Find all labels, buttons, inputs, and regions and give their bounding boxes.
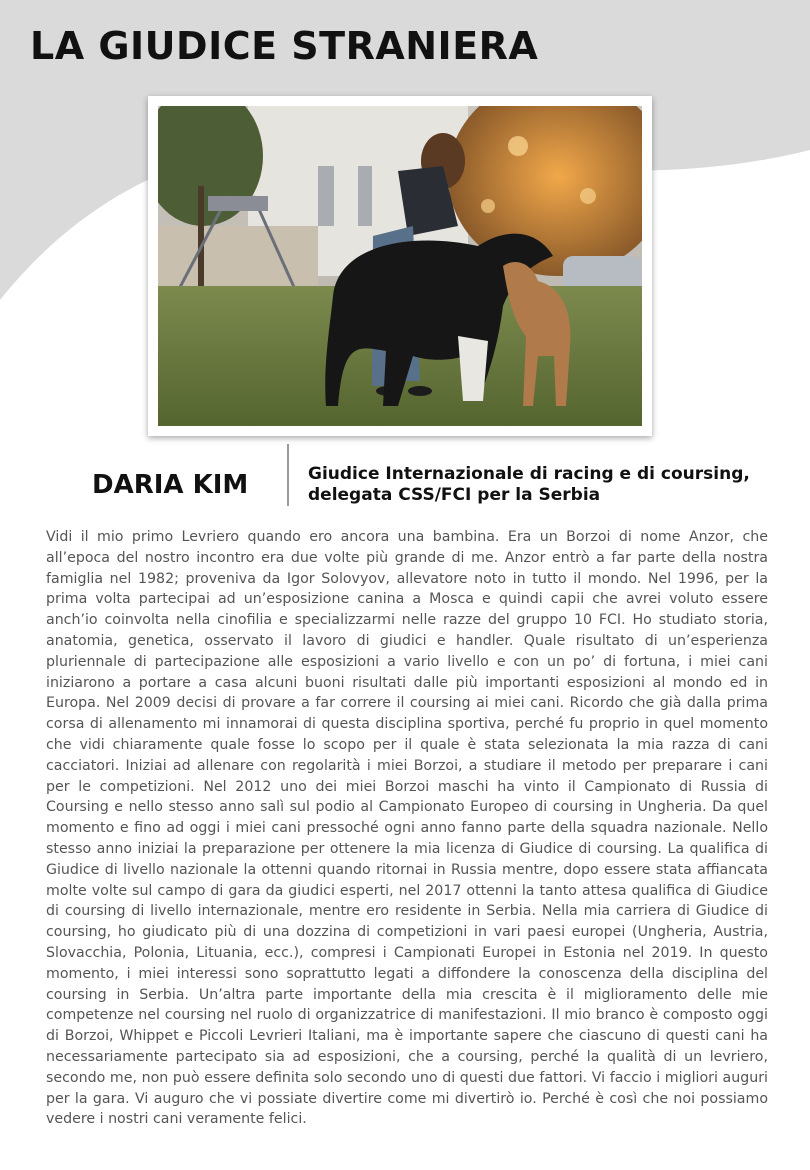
judge-role-line-1: Giudice Internazionale di racing e di coursing, [308, 464, 750, 484]
judge-name: DARIA KIM [92, 470, 249, 500]
judge-role [308, 464, 788, 506]
divider [287, 444, 289, 506]
judge-role-line-2: delegata CSS/FCI per la Serbia [308, 485, 601, 505]
photo-frame [148, 96, 652, 436]
article-body: Vidi il mio primo Levriero quando ero ancora una bambina. Era un Borzoi di nome Anzor, che all’epoca del nostro incontro era due volte più grande di me. Anzor entrò a far parte della nostra famiglia nel 1982; proveniva da Igor Solovyov, allevatore noto in tutto il mondo. Nel 1996, per la prima volta partecipai ad un’esposizione canina a Mosca e quindi capii che avrei voluto essere anch’io coinvolta nella cinofilia e specializzarmi nelle razze del gruppo 10 FCI. Ho studiato storia, anatomia, genetica, osservato il lavoro di giudici e handler. Quale risultato di un’esperienza pluriennale di partecipazione alle esposizioni a vario livello e con un po’ di fortuna, i miei cani iniziarono a portare a casa alcuni buoni risultati dalle più importanti esposizioni al mondo ed in Europa. Nel 2009 decisi di provare a far correre il coursing ai miei cani. Ricordo che già dalla prima corsa di allenamento mi innamorai di questa disciplina sportiva, perché fu proprio in quel momento che vidi chiaramente quale fosse lo scopo per il quale è stata selezionata la mia razza di cani cacciatori. Iniziai ad allenare con regolarità i miei Borzoi, a studiare il metodo per preparare i cani per le competizioni. Nel 2012 uno dei miei Borzoi maschi ha vinto il Campionato di Russia di Coursing e nello stesso anno salì sul podio al Campionato Europeo di coursing in Ungheria. Da quel momento e fino ad oggi i miei cani pressoché ogni anno fanno parte della squadra nazionale. Nello stesso anno iniziai la preparazione per ottenere la mia licenza di Giudice di coursing. La qualifica di Giudice di livello nazionale la ottenni quando ritornai in Russia mentre, dopo essere stata affiancata molte volte sul campo di gara da giudici esperti, nel 2017 ottenni la tanto attesa qualifica di Giudice di coursing di livello internazionale, mentre ero residente in Serbia. Nella mia carriera di Giudice di coursing, ho giudicato più di una dozzina di competizioni in vari paesi europei (Ungheria, Austria, Slovacchia, Polonia, Lituania, ecc.), compresi i Campionati Europei in Estonia nel 2019. In questo momento, i miei interessi sono soprattutto legati a diffondere la conoscenza della disciplina del coursing in Serbia. Un’altra parte importante della mia crescita è il miglioramento delle mie competenze nel coursing nel ruolo di organizzatrice di manifestazioni. Il mio branco è composto oggi di Borzoi, Whippet e Piccoli Levrieri Italiani, ma è importante sapere che ciascuno di questi cani ha necessariamente partecipato sia ad esposizioni, che a coursing, perché la qualità di un levriero, secondo me, non può essere definita solo secondo uno di questi due fattori. Vi faccio i migliori auguri per la gara. Vi auguro che vi possiate divertire come mi divertirò io. Perché è così che noi possiamo vedere i nostri cani veramente felici. [46, 529, 768, 1128]
page-title: LA GIUDICE STRANIERA [30, 24, 539, 68]
judge-photo [158, 106, 642, 426]
